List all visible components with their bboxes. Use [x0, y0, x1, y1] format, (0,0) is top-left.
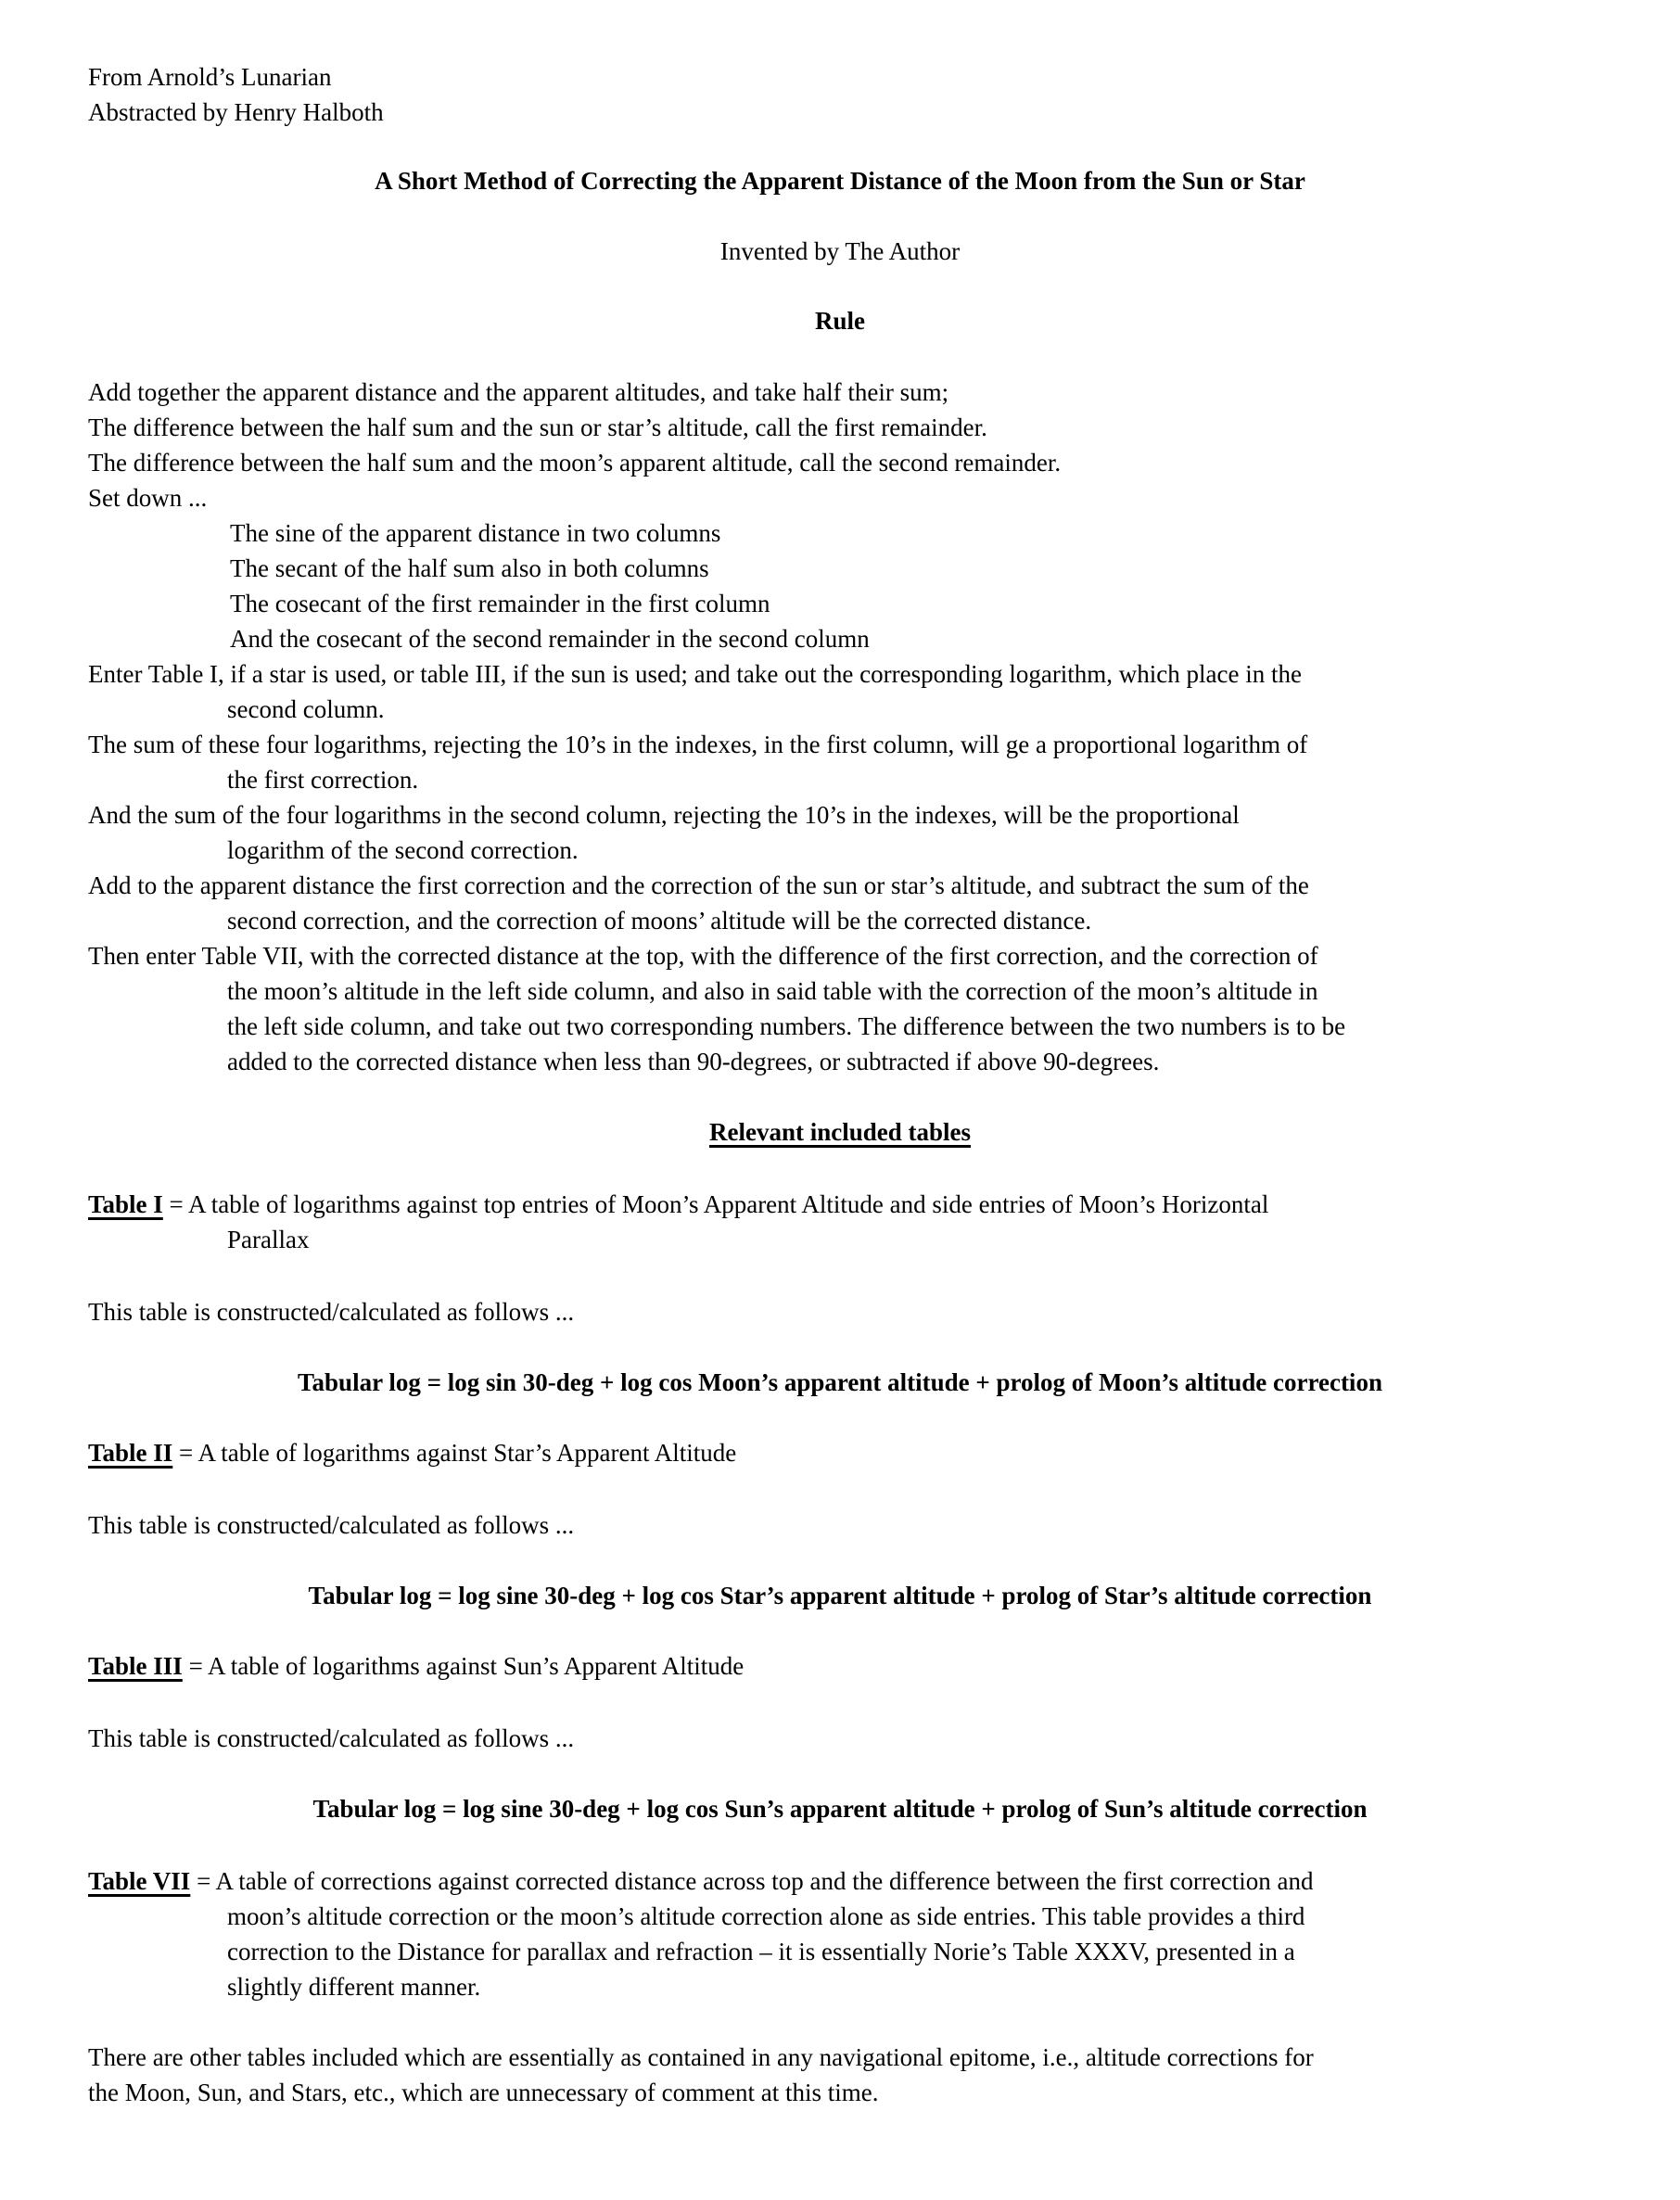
rule-line: Add together the apparent distance and the apparent altitudes, and take half their sum; [88, 378, 949, 406]
table-construction-note: This table is constructed/calculated as follows ... [88, 1511, 575, 1539]
set-down-item: And the cosecant of the second remainder in the second column [230, 625, 870, 653]
document-subtitle: Invented by The Author [719, 237, 961, 265]
rule-paragraph: The sum of these four logarithms, rejecting the 10’s in the indexes, in the first column, will ge a proportional logarithm of [88, 731, 1308, 758]
closing-paragraph: the Moon, Sun, and Stars, etc., which are unnecessary of comment at this time. [88, 2079, 879, 2106]
table-description-cont: Parallax [227, 1226, 310, 1253]
rule-paragraph-cont: added to the corrected distance when less than 90-degrees, or subtracted if above 90-degrees. [227, 1048, 1160, 1075]
set-down-item: The sine of the apparent distance in two columns [230, 519, 721, 547]
rule-paragraph-cont: the moon’s altitude in the left side column, and also in said table with the correction of the moon’s altitude in [227, 977, 1318, 1005]
closing-paragraph: There are other tables included which are essentially as contained in any navigational epitome, i.e., altitude corrections for [88, 2043, 1314, 2071]
table-entry [88, 1441, 736, 1466]
table-label: Table II [88, 1439, 173, 1467]
table-description-cont: slightly different manner. [227, 1973, 481, 2001]
rule-paragraph-cont: the left side column, and take out two corresponding numbers. The difference between the two numbers is to be [227, 1012, 1346, 1040]
document-title: A Short Method of Correcting the Apparent Distance of the Moon from the Sun or Star [375, 167, 1305, 195]
table-construction-note: This table is constructed/calculated as follows ... [88, 1298, 575, 1326]
table-entry [88, 1869, 1314, 1894]
table-formula: Tabular log = log sine 30-deg + log cos Sun’s apparent altitude + prolog of Sun’s altitude correction [312, 1795, 1368, 1823]
tables-heading [0, 1120, 1680, 1145]
rule-paragraph: Then enter Table VII, with the corrected distance at the top, with the difference of the first correction, and the correction of [88, 942, 1318, 970]
tables-heading-text: Relevant included tables [708, 1118, 971, 1146]
table-entry [88, 1654, 744, 1679]
rule-paragraph: Enter Table I, if a star is used, or table III, if the sun is used; and take out the corresponding logarithm, which place in the [88, 660, 1302, 688]
abstracted-by-line: Abstracted by Henry Halboth [88, 98, 384, 126]
table-label: Table I [88, 1190, 163, 1218]
table-formula: Tabular log = log sine 30-deg + log cos Star’s apparent altitude + prolog of Star’s altitude correction [308, 1582, 1372, 1609]
table-description-cont: correction to the Distance for parallax and refraction – it is essentially Norie’s Table XXXV, presented in a [227, 1938, 1295, 1965]
table-label: Table III [88, 1652, 183, 1680]
table-label: Table VII [88, 1867, 191, 1895]
table-description: = A table of logarithms against Star’s Apparent Altitude [172, 1439, 737, 1467]
rule-paragraph-cont: logarithm of the second correction. [227, 836, 579, 864]
rule-line: The difference between the half sum and the moon’s apparent altitude, call the second remainder. [88, 449, 1062, 477]
set-down-item: The secant of the half sum also in both columns [230, 554, 709, 582]
rule-line: The difference between the half sum and the sun or star’s altitude, call the first remainder. [88, 413, 987, 441]
source-line: From Arnold’s Lunarian [88, 63, 332, 91]
rule-paragraph-cont: the first correction. [227, 766, 419, 794]
table-formula: Tabular log = log sin 30-deg + log cos Moon’s apparent altitude + prolog of Moon’s altitude correction [298, 1368, 1382, 1396]
table-description: = A table of corrections against corrected distance across top and the difference between the first correction and [190, 1867, 1314, 1895]
table-description: = A table of logarithms against Sun’s Apparent Altitude [182, 1652, 745, 1680]
set-down-item: The cosecant of the first remainder in the first column [230, 590, 770, 617]
rule-heading: Rule [815, 307, 865, 335]
rule-paragraph-cont: second correction, and the correction of moons’ altitude will be the corrected distance. [227, 907, 1092, 935]
rule-paragraph: And the sum of the four logarithms in the second column, rejecting the 10’s in the indexes, will be the proportional [88, 801, 1240, 829]
table-description-cont: moon’s altitude correction or the moon’s altitude correction alone as side entries. This table provides a third [227, 1902, 1305, 1930]
rule-line: Set down ... [88, 484, 208, 512]
table-entry [88, 1192, 1268, 1217]
table-construction-note: This table is constructed/calculated as follows ... [88, 1724, 575, 1752]
table-description: = A table of logarithms against top entries of Moon’s Apparent Altitude and side entries of Moon’s Horizontal [162, 1190, 1269, 1218]
rule-paragraph: Add to the apparent distance the first correction and the correction of the sun or star’s altitude, and subtract the sum of the [88, 871, 1309, 899]
rule-paragraph-cont: second column. [227, 695, 385, 723]
